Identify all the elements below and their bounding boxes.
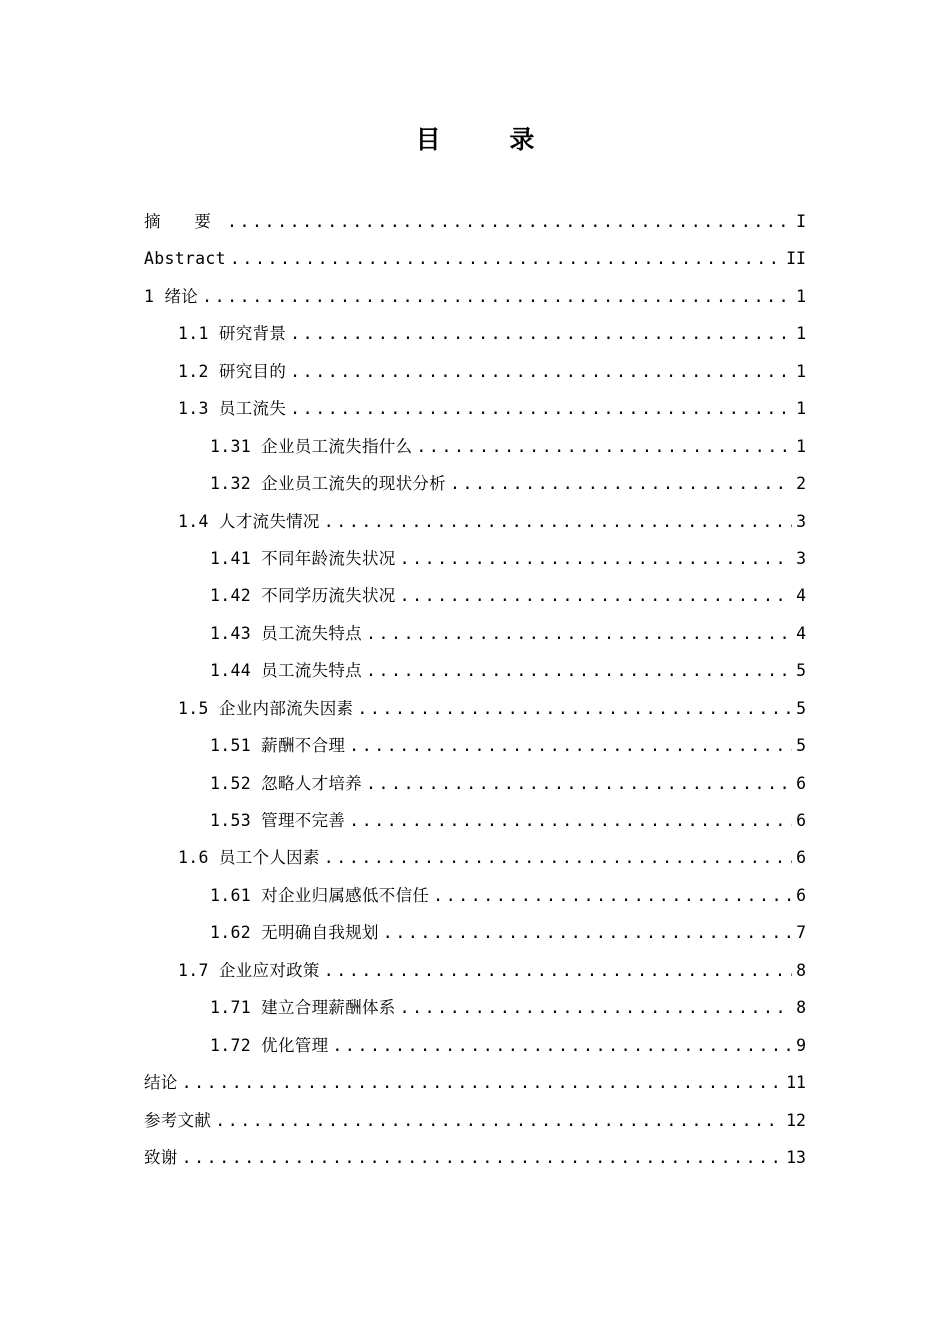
toc-dot-leader (416, 428, 792, 465)
toc-entry[interactable] (0, 765, 950, 802)
toc-dot-leader (290, 390, 792, 427)
toc-entry-label: 1.62 无明确自我规划 (210, 923, 379, 943)
toc-entry[interactable] (0, 540, 950, 577)
toc-entry-label: 1.51 薪酬不合理 (210, 736, 346, 756)
toc-dot-leader (366, 652, 792, 689)
toc-entry-page-number: 11 (786, 1073, 806, 1093)
toc-entry[interactable] (0, 203, 950, 240)
toc-entry[interactable] (0, 690, 950, 727)
toc-dot-leader (450, 465, 792, 502)
toc-entry[interactable] (0, 727, 950, 764)
toc-entry[interactable] (0, 914, 950, 951)
toc-dot-leader (215, 1102, 782, 1139)
toc-entry-page-number: 8 (796, 998, 806, 1018)
toc-dot-leader (332, 1027, 792, 1064)
toc-entry-label: 1.42 不同学历流失状况 (210, 586, 396, 606)
toc-entry-label: 摘 要 (144, 212, 223, 231)
toc-entry-page-number: 1 (796, 361, 806, 381)
toc-dot-leader (400, 989, 792, 1026)
toc-entry-page-number: 9 (796, 1035, 806, 1055)
toc-entry-page-number: 1 (796, 286, 806, 306)
toc-entry-page-number: II (786, 249, 806, 269)
toc-entry-page-number: 6 (796, 885, 806, 905)
toc-entry-page-number: 13 (786, 1147, 806, 1167)
toc-entry-label: 1.52 忽略人才培养 (210, 773, 362, 793)
toc-entry-page-number: 1 (796, 324, 806, 344)
toc-entry-label: 1.2 研究目的 (178, 361, 287, 381)
toc-dot-leader (400, 540, 792, 577)
toc-dot-leader (202, 278, 792, 315)
toc-entry-page-number: 5 (796, 736, 806, 756)
toc-entry-page-number: 7 (796, 923, 806, 943)
toc-entry[interactable] (0, 353, 950, 390)
table-of-contents (0, 203, 950, 1176)
toc-dot-leader (349, 802, 792, 839)
toc-dot-leader (366, 615, 792, 652)
toc-dot-leader (324, 952, 792, 989)
toc-entry[interactable] (0, 877, 950, 914)
toc-dot-leader (324, 503, 792, 540)
toc-entry[interactable] (0, 652, 950, 689)
toc-entry-page-number: 3 (796, 511, 806, 531)
toc-entry-label: Abstract (144, 249, 226, 269)
toc-entry-label: 1.44 员工流失特点 (210, 661, 362, 681)
toc-entry-label: 1.3 员工流失 (178, 399, 287, 419)
toc-dot-leader (366, 765, 792, 802)
toc-dot-leader (383, 914, 792, 951)
toc-entry-page-number: 5 (796, 661, 806, 681)
page-title: 目 录 (415, 125, 565, 154)
toc-entry-label: 1.1 研究背景 (178, 324, 287, 344)
toc-entry[interactable] (0, 428, 950, 465)
toc-entry-label: 1.61 对企业归属感低不信任 (210, 885, 430, 905)
toc-entry[interactable] (0, 839, 950, 876)
toc-entry[interactable] (0, 1064, 950, 1101)
toc-entry-page-number: 4 (796, 586, 806, 606)
toc-entry-page-number: 2 (796, 474, 806, 494)
toc-dot-leader (357, 690, 792, 727)
toc-entry-label: 结论 (144, 1073, 178, 1093)
toc-entry[interactable] (0, 240, 950, 277)
toc-entry-label: 1.53 管理不完善 (210, 811, 346, 830)
toc-entry[interactable] (0, 952, 950, 989)
toc-entry[interactable] (0, 1139, 950, 1176)
toc-entry-label: 1.72 优化管理 (210, 1035, 329, 1055)
toc-entry-page-number: I (796, 212, 806, 231)
toc-dot-leader (182, 1064, 783, 1101)
toc-entry-label: 参考文献 (144, 1110, 212, 1130)
toc-entry-label: 1.4 人才流失情况 (178, 511, 320, 531)
toc-entry[interactable] (0, 1027, 950, 1064)
toc-dot-leader (227, 203, 792, 240)
toc-entry-page-number: 4 (796, 623, 806, 643)
toc-entry-page-number: 12 (786, 1110, 806, 1130)
toc-entry[interactable] (0, 615, 950, 652)
toc-entry-label: 1.7 企业应对政策 (178, 960, 320, 980)
toc-entry-label: 致谢 (144, 1147, 178, 1167)
toc-entry[interactable] (0, 503, 950, 540)
toc-dot-leader (290, 315, 792, 352)
toc-entry-label: 1.43 员工流失特点 (210, 623, 362, 643)
toc-entry-page-number: 6 (796, 811, 806, 830)
toc-entry-label: 1 绪论 (144, 286, 199, 306)
toc-entry[interactable] (0, 802, 950, 839)
toc-entry-page-number: 6 (796, 773, 806, 793)
toc-entry[interactable] (0, 278, 950, 315)
toc-dot-leader (349, 727, 792, 764)
toc-dot-leader (230, 240, 782, 277)
toc-entry[interactable] (0, 315, 950, 352)
toc-dot-leader (433, 877, 792, 914)
toc-entry[interactable] (0, 465, 950, 502)
toc-entry-page-number: 1 (796, 399, 806, 419)
toc-dot-leader (324, 839, 792, 876)
toc-entry-label: 1.5 企业内部流失因素 (178, 698, 354, 718)
toc-entry[interactable] (0, 390, 950, 427)
toc-dot-leader (290, 353, 792, 390)
toc-entry-page-number: 6 (796, 848, 806, 868)
toc-entry-label: 1.6 员工个人因素 (178, 848, 320, 868)
toc-entry-page-number: 1 (796, 436, 806, 456)
toc-entry-label: 1.41 不同年龄流失状况 (210, 548, 396, 568)
toc-dot-leader (400, 577, 792, 614)
toc-entry-label: 1.32 企业员工流失的现状分析 (210, 474, 446, 494)
toc-entry-page-number: 5 (796, 698, 806, 718)
toc-entry-page-number: 8 (796, 960, 806, 980)
toc-entry[interactable] (0, 989, 950, 1026)
toc-entry[interactable] (0, 577, 950, 614)
toc-dot-leader (182, 1139, 783, 1176)
toc-entry[interactable] (0, 1102, 950, 1139)
toc-entry-page-number: 3 (796, 548, 806, 568)
toc-entry-label: 1.71 建立合理薪酬体系 (210, 998, 396, 1018)
toc-entry-label: 1.31 企业员工流失指什么 (210, 436, 413, 456)
